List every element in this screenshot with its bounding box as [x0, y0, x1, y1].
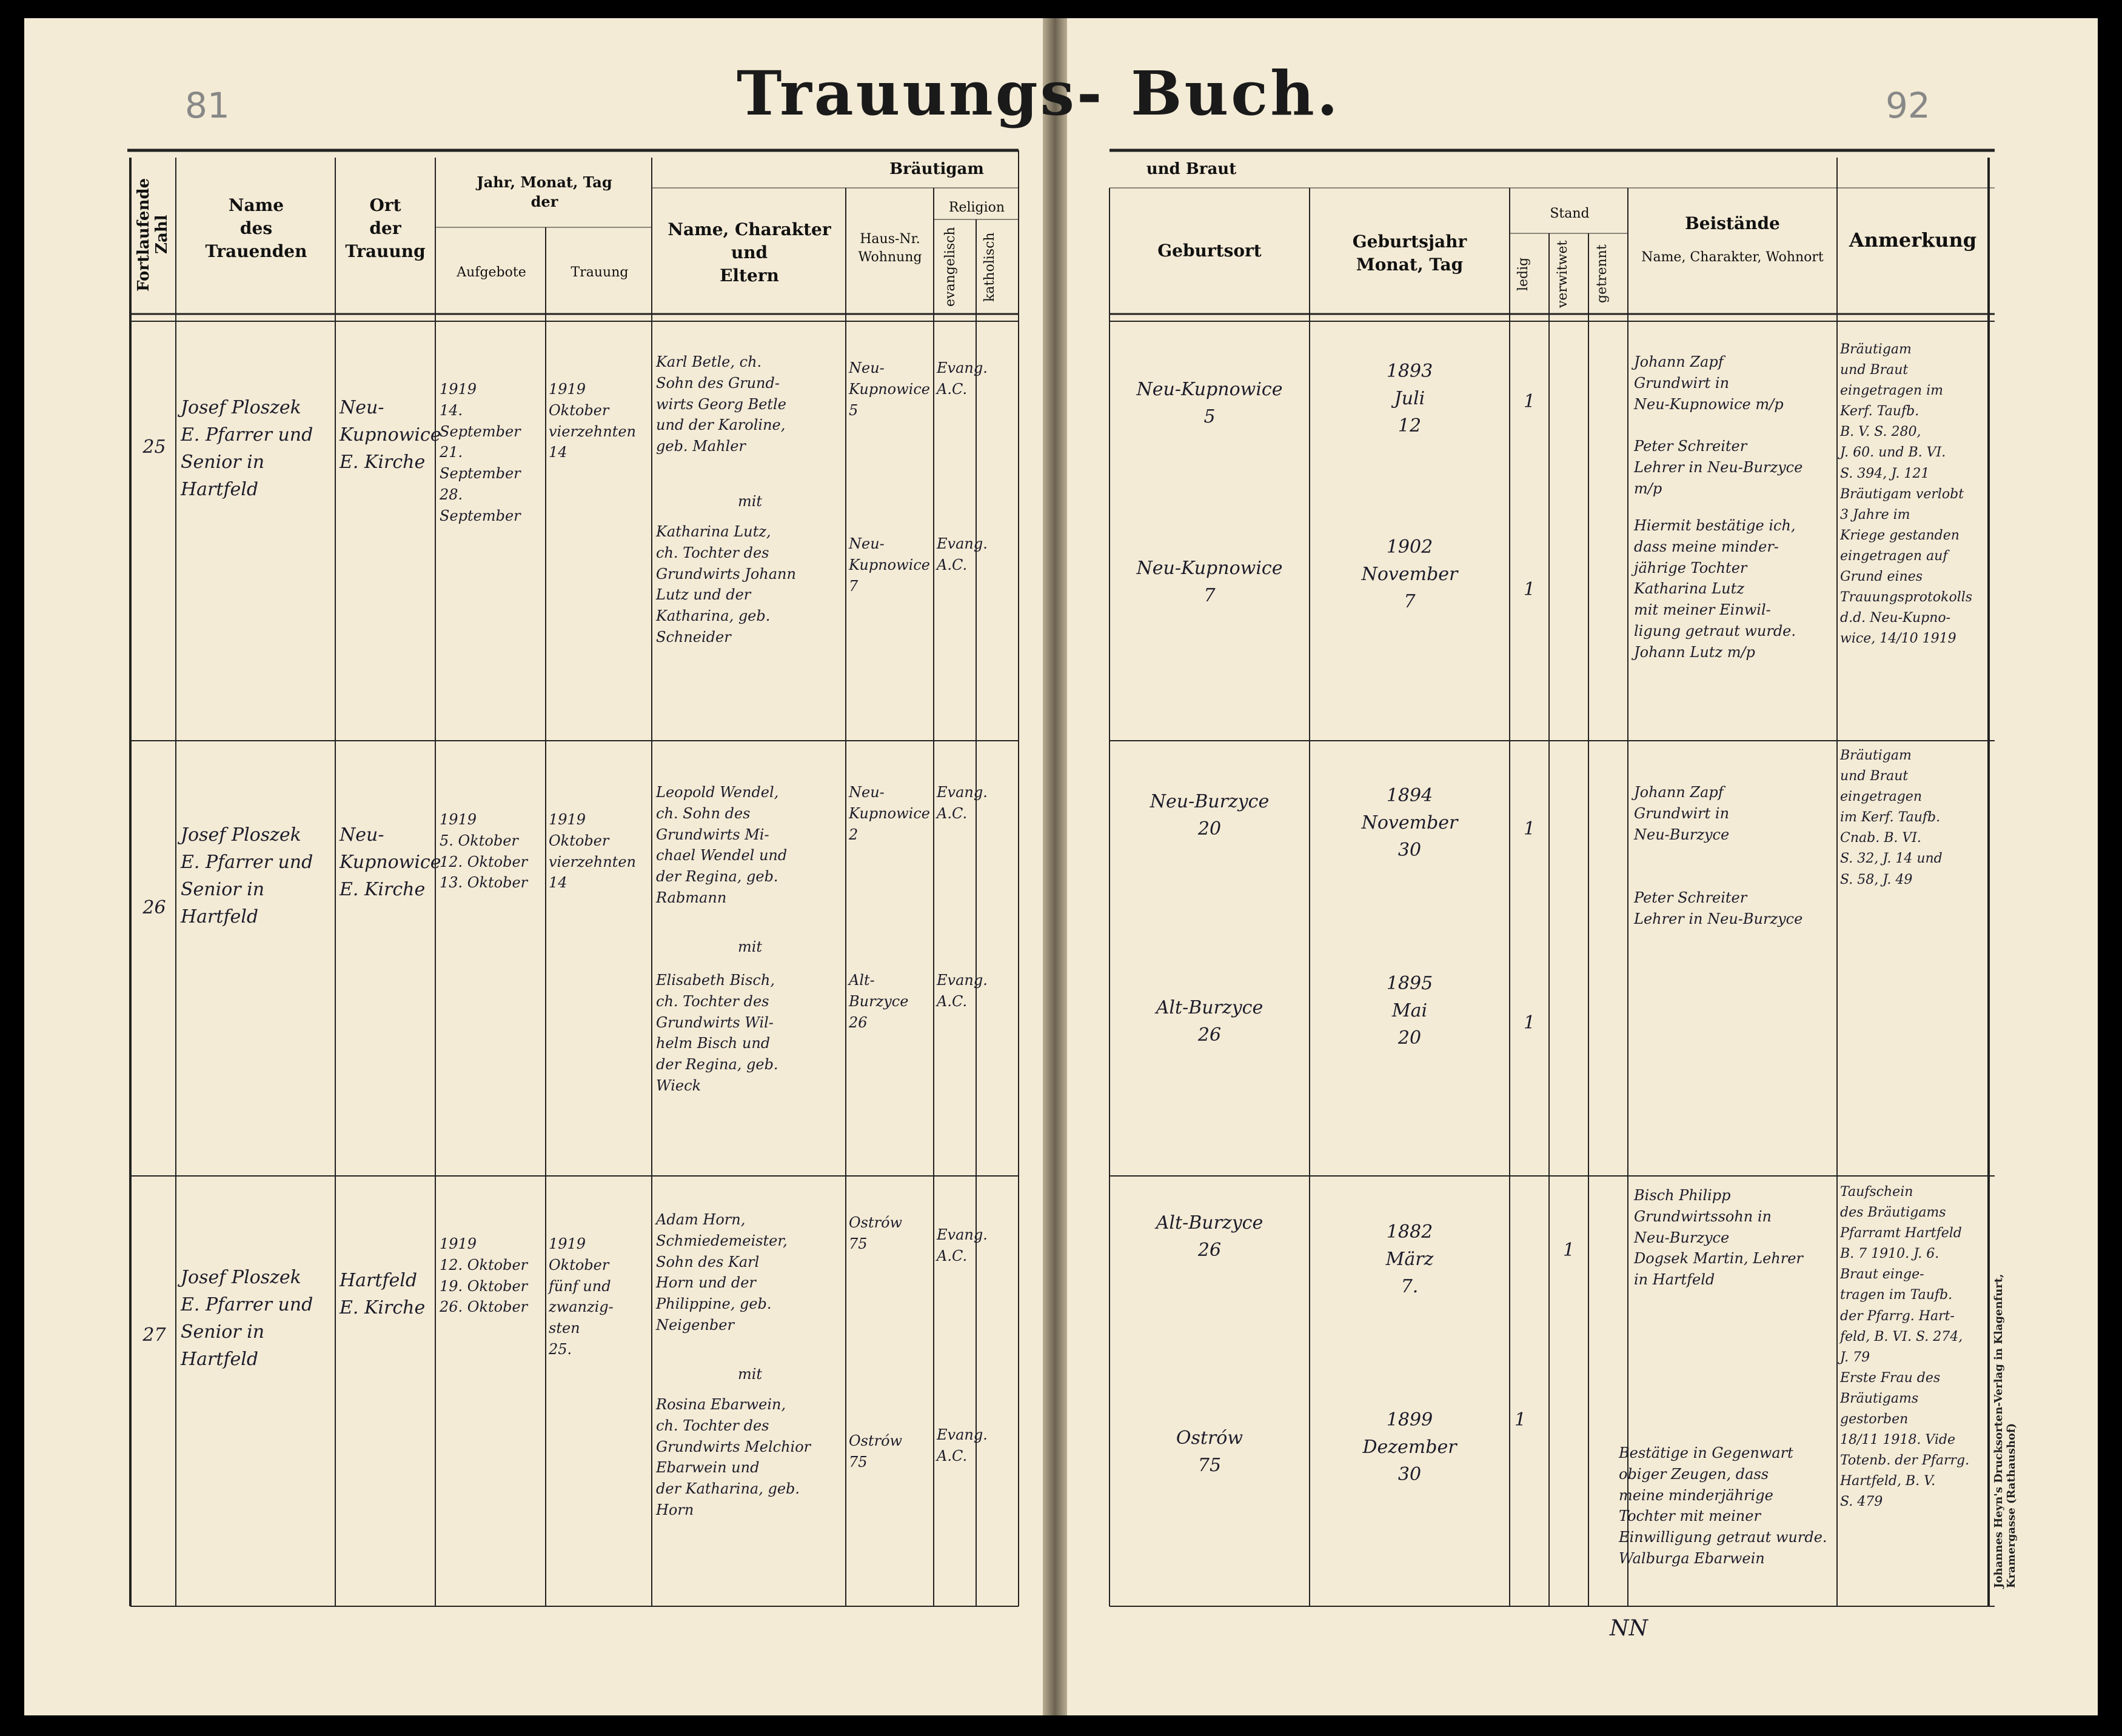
bride-name: Katharina Lutz, ch. Tochter des Grundwirts Johann Lutz und der Katharina, geb. Schneider	[656, 523, 796, 646]
title-left: Trauungs-	[737, 58, 1105, 129]
header-name-charakter-eltern: Name, Charakter und Eltern	[668, 219, 831, 285]
header-name-trauenden: Name des Trauenden	[205, 195, 307, 261]
bride-ledig: 1	[1523, 1012, 1536, 1033]
entry-trauung: 1919 Oktober vierzehnten 14	[549, 811, 636, 892]
bride-religion: Evang. A.C.	[937, 972, 988, 1010]
bride-name: Elisabeth Bisch, ch. Tochter des Grundwirts Wil- helm Bisch und der Regina, geb. Wieck	[656, 972, 778, 1094]
entry-trauung: 1919 Oktober fünf und zwanzig- sten 25.	[549, 1235, 614, 1358]
entry-aufgebote: 1919 14. September 21. September 28. September	[440, 381, 521, 524]
entry-ort: Neu- Kupnowice E. Kirche	[340, 397, 441, 473]
entry-number: 26	[142, 897, 166, 918]
page-number-left: 81	[185, 85, 230, 126]
groom-haus: Ostrów 75	[849, 1214, 903, 1252]
header-evangelisch: evangelisch	[943, 227, 958, 307]
entry-ort: Hartfeld E. Kirche	[340, 1270, 426, 1318]
beistaende-note: Bestätige in Gegenwart obiger Zeugen, dass meine minderjährige Tochter mit meiner Einwilligung getraut wurde. Walburga Ebarwein	[1619, 1444, 1827, 1567]
groom-geburtsort: Alt-Burzyce 26	[1156, 1212, 1263, 1261]
bride-religion: Evang. A.C.	[937, 1426, 988, 1464]
header-religion: Religion	[948, 200, 1005, 215]
groom-geburtsjahr: 1894 November 30	[1361, 785, 1458, 861]
groom-name: Karl Betle, ch. Sohn des Grund- wirts Georg Betle und der Karoline, geb. Mahler	[656, 353, 786, 455]
title-right: Buch.	[1131, 58, 1340, 129]
header-getrennt: getrennt	[1595, 244, 1610, 304]
entry-ort: Neu- Kupnowice E. Kirche	[340, 824, 441, 900]
groom-ledig: 1	[1523, 818, 1536, 840]
entry-trauender: Josef Ploszek E. Pfarrer und Senior in Hartfeld	[181, 1267, 313, 1370]
header-beistaende-sub: Name, Charakter, Wohnort	[1641, 250, 1824, 265]
beistaende: Bisch Philipp Grundwirtssohn in Neu-Burzyce Dogsek Martin, Lehrer in Hartfeld	[1634, 1187, 1803, 1289]
mit-label: mit	[737, 1366, 763, 1383]
footer-mark: NN	[1610, 1616, 1648, 1641]
bride-haus: Ostrów 75	[849, 1432, 903, 1471]
header-geburtsjahr: Geburtsjahr Monat, Tag	[1352, 232, 1467, 275]
groom-haus: Neu- Kupnowice 2	[849, 784, 930, 843]
header-fortlaufende-zahl: Fortlaufende Zahl	[135, 178, 171, 292]
bride-geburtsort: Ostrów 75	[1176, 1427, 1243, 1476]
header-katholisch: katholisch	[982, 232, 997, 302]
entry-aufgebote: 1919 5. Oktober 12. Oktober 13. Oktober	[440, 811, 528, 892]
bride-religion: Evang. A.C.	[937, 535, 988, 573]
header-anmerkung: Anmerkung	[1849, 229, 1977, 252]
header-aufgebote: Aufgebote	[457, 265, 526, 280]
beistaende: Johann Zapf Grundwirt in Neu-Burzyce Peter Schreiter Lehrer in Neu-Burzyce	[1634, 784, 1803, 927]
entry-aufgebote: 1919 12. Oktober 19. Oktober 26. Oktober	[440, 1235, 528, 1316]
anmerkung: Bräutigam und Braut eingetragen im Kerf. Taufb. Cnab. B. VI. S. 32, J. 14 und S. 58, J. 49	[1840, 748, 1943, 887]
groom-geburtsort: Neu-Kupnowice 5	[1136, 379, 1283, 427]
mit-label: mit	[737, 938, 763, 955]
entry-number: 25	[142, 436, 166, 458]
bride-geburtsjahr: 1902 November 7	[1361, 536, 1458, 612]
header-ledig: ledig	[1516, 257, 1531, 291]
header-braeutigam: Bräutigam	[889, 160, 984, 178]
header-trauung: Trauung	[571, 265, 629, 280]
groom-ledig: 1	[1523, 391, 1536, 412]
groom-name: Leopold Wendel, ch. Sohn des Grundwirts Mi- chael Wendel und der Regina, geb. Rabmann	[656, 784, 788, 906]
bride-haus: Neu- Kupnowice 7	[849, 535, 930, 595]
bride-name: Rosina Ebarwein, ch. Tochter des Grundwirts Melchior Ebarwein und der Katharina, geb. Horn	[656, 1396, 811, 1518]
groom-geburtsort: Neu-Burzyce 20	[1150, 791, 1270, 840]
header-stand: Stand	[1550, 206, 1590, 221]
entry-trauender: Josef Ploszek E. Pfarrer und Senior in Hartfeld	[181, 397, 313, 500]
groom-religion: Evang. A.C.	[937, 359, 988, 398]
header-und-braut: und Braut	[1146, 160, 1237, 178]
publisher-imprint: Johannes Heyn's Drucksorten-Verlag in Klagenfurt, Kramergasse (Rathaushof)	[1992, 1274, 2018, 1588]
bride-geburtsort: Neu-Kupnowice 7	[1136, 558, 1283, 606]
bride-geburtsjahr: 1895 Mai 20	[1386, 973, 1433, 1049]
header-verwitwet: verwitwet	[1555, 240, 1570, 308]
groom-religion: Evang. A.C.	[937, 784, 988, 822]
bride-geburtsort: Alt-Burzyce 26	[1156, 997, 1263, 1046]
beistaende-note: Hiermit bestätige ich, dass meine minder- jährige Tochter Katharina Lutz mit meiner Einwil- ligung getraut wurde. Johann Lutz m/p	[1634, 517, 1796, 661]
entry-trauung: 1919 Oktober vierzehnten 14	[549, 381, 636, 461]
groom-geburtsjahr: 1882 März 7.	[1385, 1221, 1434, 1297]
anmerkung: Bräutigam und Braut eingetragen im Kerf. Taufb. B. V. S. 280, J. 60. und B. VI. S. 394, J. 121 Bräutigam verlobt 3 Jahre im Kriege gestanden eingetragen auf Grund eines Trauungsprotokolls d.d. Neu-Kupno- wice, 14/10 1919	[1840, 342, 1973, 647]
page-number-right: 92	[1886, 85, 1930, 126]
anmerkung: Taufschein des Bräutigams Pfarramt Hartfeld B. 7 1910. J. 6. Braut einge- tragen im Taufb. der Pfarrg. Hart- feld, B. VI. S. 274, J. 79 Erste Frau des Bräutigams gestorben 18/11 1918. Vide Totenb. der Pfarrg. Hartfeld, B. V. S. 479	[1840, 1184, 1970, 1510]
entry-trauender: Josef Ploszek E. Pfarrer und Senior in Hartfeld	[181, 824, 313, 927]
header-beistaende: Beistände	[1685, 213, 1780, 233]
bride-haus: Alt- Burzyce 26	[849, 972, 909, 1031]
groom-religion: Evang. A.C.	[937, 1226, 988, 1264]
groom-name: Adam Horn, Schmiedemeister, Sohn des Karl Horn und der Philippine, geb. Neigenber	[656, 1211, 788, 1334]
bride-ledig: 1	[1514, 1409, 1527, 1431]
bride-ledig: 1	[1523, 579, 1536, 600]
bride-geburtsjahr: 1899 Dezember 30	[1362, 1409, 1457, 1485]
beistaende: Johann Zapf Grundwirt in Neu-Kupnowice m/p Peter Schreiter Lehrer in Neu-Burzyce m/p	[1634, 353, 1803, 497]
groom-ledig: 1	[1562, 1240, 1575, 1261]
mit-label: mit	[737, 493, 763, 510]
header-ort-trauung: Ort der Trauung	[345, 195, 426, 261]
header-haus-wohnung: Haus-Nr. Wohnung	[858, 232, 922, 265]
header-jahr-monat-tag: Jahr, Monat, Tag der	[477, 173, 612, 211]
header-geburtsort: Geburtsort	[1157, 241, 1262, 261]
entry-number: 27	[142, 1324, 166, 1346]
groom-haus: Neu- Kupnowice 5	[849, 359, 930, 419]
groom-geburtsjahr: 1893 Juli 12	[1386, 361, 1433, 436]
